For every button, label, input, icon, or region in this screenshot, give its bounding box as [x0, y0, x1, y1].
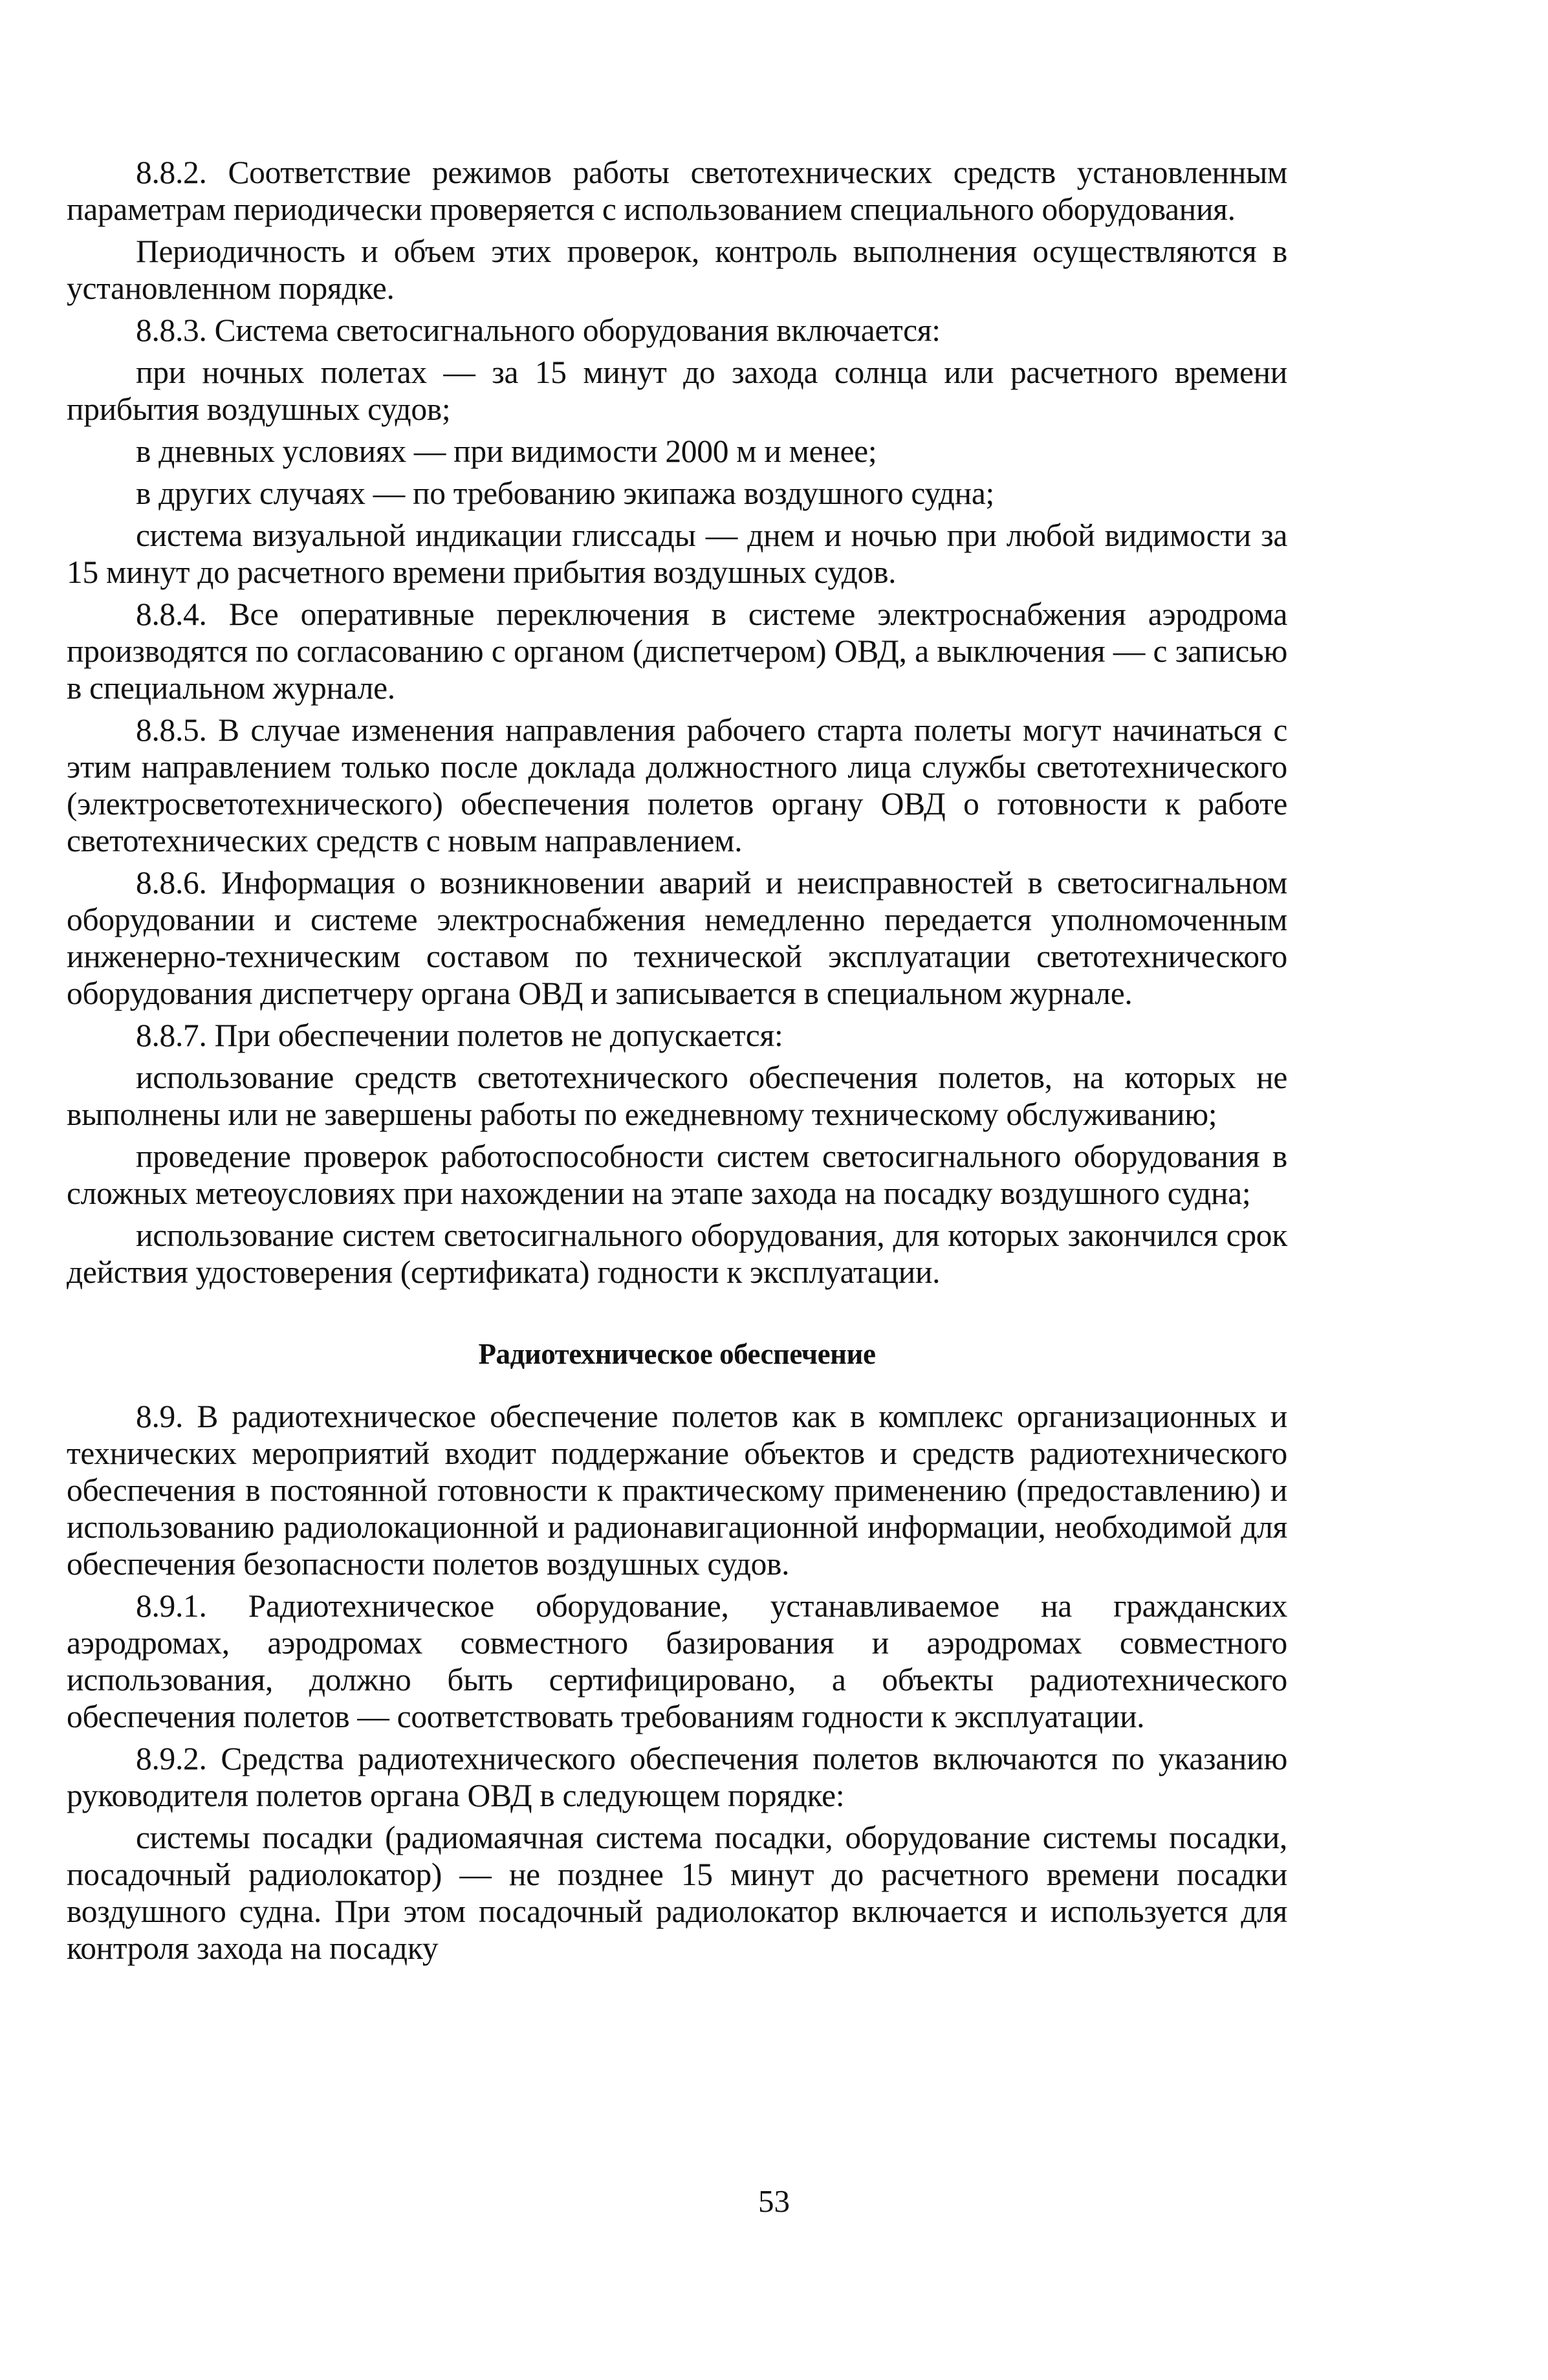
paragraph-8-9-1: 8.9.1. Радиотехническое оборудование, устанавливаемое на гражданских аэродромах, аэродромах совместного базирования и аэродромах совместного использования, должно быть сертифицировано, а объекты радиотехнического обеспечения полетов — соответствовать требованиям годности к эксплуатации. — [67, 1588, 1287, 1734]
document-page — [67, 154, 1287, 1972]
list-item-glide-slope-indication: система визуальной индикации глиссады — днем и ночью при любой видимости за 15 минут до расчетного времени прибытия воздушных судов. — [67, 518, 1287, 590]
paragraph-8-9: 8.9. В радиотехническое обеспечение полетов как в комплекс организационных и технических мероприятий входит поддержание объектов и средств радиотехнического обеспечения в постоянной готовности к практическому применению (предоставлению) и использованию радиолокационной и радионавигационной информации, необходимой для обеспечения безопасности полетов воздушных судов. — [67, 1399, 1287, 1582]
list-item-other-cases: в других случаях — по требованию экипажа воздушного судна; — [136, 475, 994, 511]
list-item-landing-systems: системы посадки (радиомаячная система посадки, оборудование системы посадки, посадочный радиолокатор) — не позднее 15 минут до расчетного времени посадки воздушного судна. При этом посадочный радиолокатор включается и используется для контроля захода на посадку — [67, 1820, 1287, 1966]
section-heading: Радиотехническое обеспечение — [478, 1338, 876, 1370]
paragraph-8-8-4: 8.8.4. Все оперативные переключения в системе электроснабжения аэродрома производятся по согласованию с органом (диспетчером) ОВД, а выключения — с записью в специальном журнале. — [67, 596, 1287, 706]
list-item-day-conditions: в дневных условиях — при видимости 2000 м и менее; — [136, 433, 877, 469]
paragraph-8-8-2: 8.8.2. Соответствие режимов работы светотехнических средств установленным параметрам периодически проверяется с использованием специального оборудования. — [67, 155, 1287, 227]
paragraph-8-8-3: 8.8.3. Система светосигнального оборудования включается: — [136, 312, 941, 348]
list-item-checks-during-approach: проведение проверок работоспособности систем светосигнального оборудования в сложных метеоусловиях при нахождении на этапе захода на посадку воздушного судна; — [67, 1139, 1287, 1211]
paragraph-periodicity: Периодичность и объем этих проверок, контроль выполнения осуществляются в установленном порядке. — [67, 234, 1287, 306]
page-number: 53 — [758, 2183, 790, 2219]
paragraph-8-9-2: 8.9.2. Средства радиотехнического обеспечения полетов включаются по указанию руководителя полетов органа ОВД в следующем порядке: — [67, 1741, 1287, 1813]
list-item-unmaintained-equipment: использование средств светотехнического обеспечения полетов, на которых не выполнены или не завершены работы по ежедневному техническому обслуживанию; — [67, 1060, 1287, 1132]
paragraph-8-8-5: 8.8.5. В случае изменения направления рабочего старта полеты могут начинаться с этим направлением только после доклада должностного лица службы светотехнического (электросветотехнического) обеспечения полетов органу ОВД о готовности к работе светотехнических средств с новым направлением. — [67, 712, 1287, 858]
list-item-night-flights: при ночных полетах — за 15 минут до захода солнца или расчетного времени прибытия воздушных судов; — [67, 355, 1287, 427]
paragraph-8-8-6: 8.8.6. Информация о возникновении аварий и неисправностей в светосигнальном оборудовании и системе электроснабжения немедленно передается уполномоченным инженерно-техническим составом по технической эксплуатации светотехнического оборудования диспетчеру органа ОВД и записывается в специальном журнале. — [67, 865, 1287, 1011]
paragraph-8-8-7: 8.8.7. При обеспечении полетов не допускается: — [136, 1018, 783, 1053]
list-item-expired-certificate: использование систем светосигнального оборудования, для которых закончился срок действия удостоверения (сертификата) годности к эксплуатации. — [67, 1217, 1287, 1290]
